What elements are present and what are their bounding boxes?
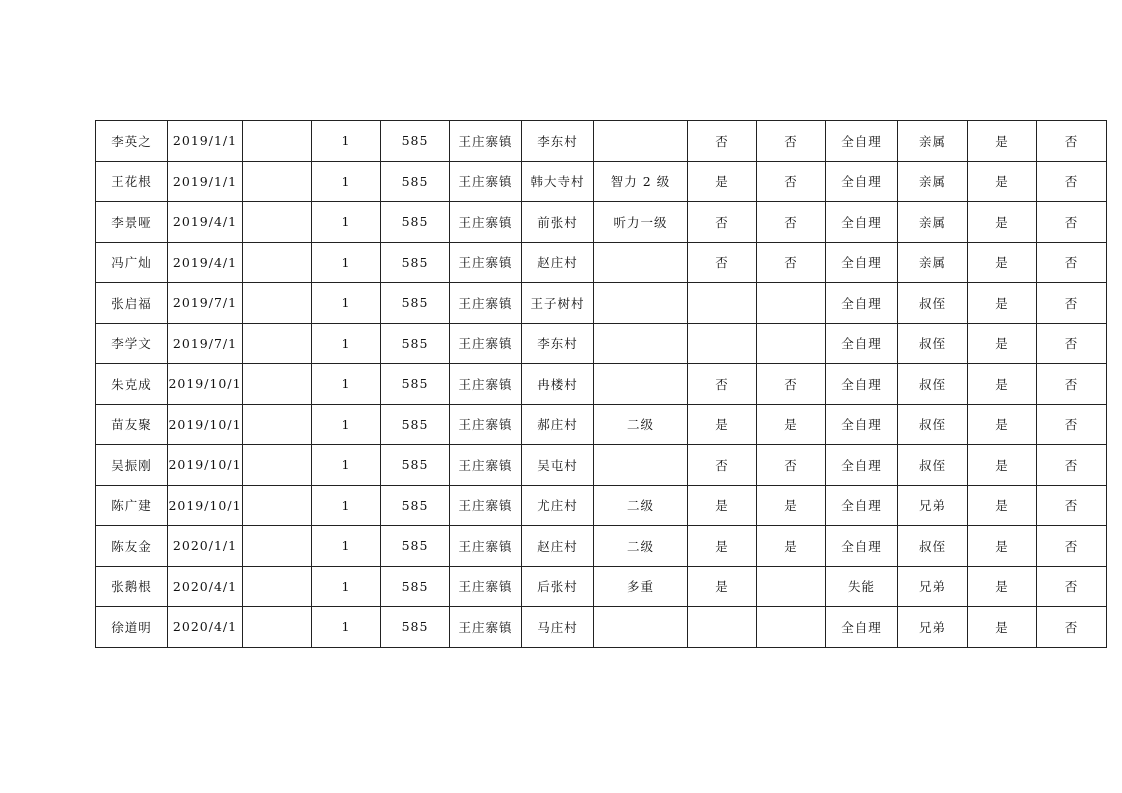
cell-town: 王庄寨镇 <box>450 202 522 243</box>
cell-date: 2019/10/1 <box>168 445 243 486</box>
cell-flag-c: 是 <box>968 404 1037 445</box>
table-row <box>96 445 1107 486</box>
table-row <box>96 121 1107 162</box>
cell-flag-a <box>688 283 757 324</box>
cell-self-care: 全自理 <box>826 283 898 324</box>
cell-name: 张启福 <box>96 283 168 324</box>
cell-flag-a <box>688 323 757 364</box>
cell-amount: 585 <box>381 161 450 202</box>
cell-blank <box>243 202 312 243</box>
cell-village: 尤庄村 <box>522 485 594 526</box>
cell-flag-b: 否 <box>757 242 826 283</box>
cell-date: 2019/10/1 <box>168 485 243 526</box>
cell-disability <box>594 607 688 648</box>
cell-flag-b: 否 <box>757 161 826 202</box>
cell-count: 1 <box>312 161 381 202</box>
cell-flag-b: 否 <box>757 445 826 486</box>
cell-village: 后张村 <box>522 566 594 607</box>
cell-self-care: 全自理 <box>826 121 898 162</box>
table-row <box>96 364 1107 405</box>
cell-date: 2019/4/1 <box>168 202 243 243</box>
cell-flag-a: 否 <box>688 445 757 486</box>
cell-town: 王庄寨镇 <box>450 161 522 202</box>
cell-village: 赵庄村 <box>522 526 594 567</box>
cell-date: 2019/4/1 <box>168 242 243 283</box>
cell-date: 2019/7/1 <box>168 323 243 364</box>
data-table <box>95 120 1107 648</box>
cell-name: 李景哑 <box>96 202 168 243</box>
cell-amount: 585 <box>381 364 450 405</box>
table-row <box>96 526 1107 567</box>
cell-flag-b: 否 <box>757 121 826 162</box>
cell-flag-b <box>757 607 826 648</box>
cell-flag-c: 是 <box>968 485 1037 526</box>
table-row <box>96 607 1107 648</box>
cell-flag-d: 否 <box>1037 202 1107 243</box>
cell-flag-c: 是 <box>968 566 1037 607</box>
cell-count: 1 <box>312 202 381 243</box>
cell-blank <box>243 607 312 648</box>
cell-name: 朱克成 <box>96 364 168 405</box>
cell-flag-b <box>757 323 826 364</box>
cell-amount: 585 <box>381 607 450 648</box>
cell-name: 张鹅根 <box>96 566 168 607</box>
cell-relation: 兄弟 <box>898 566 968 607</box>
cell-name: 吴振刚 <box>96 445 168 486</box>
cell-amount: 585 <box>381 283 450 324</box>
cell-amount: 585 <box>381 445 450 486</box>
cell-flag-b: 是 <box>757 404 826 445</box>
cell-disability <box>594 283 688 324</box>
cell-count: 1 <box>312 485 381 526</box>
cell-village: 韩大寺村 <box>522 161 594 202</box>
cell-relation: 兄弟 <box>898 607 968 648</box>
cell-date: 2020/4/1 <box>168 607 243 648</box>
cell-name: 王花根 <box>96 161 168 202</box>
cell-amount: 585 <box>381 323 450 364</box>
cell-flag-a: 是 <box>688 526 757 567</box>
cell-count: 1 <box>312 283 381 324</box>
cell-flag-a: 是 <box>688 404 757 445</box>
cell-blank <box>243 404 312 445</box>
cell-name: 陈广建 <box>96 485 168 526</box>
cell-amount: 585 <box>381 121 450 162</box>
cell-flag-b <box>757 566 826 607</box>
cell-flag-c: 是 <box>968 526 1037 567</box>
cell-disability <box>594 364 688 405</box>
cell-town: 王庄寨镇 <box>450 121 522 162</box>
cell-amount: 585 <box>381 526 450 567</box>
cell-relation: 叔侄 <box>898 323 968 364</box>
cell-village: 冉楼村 <box>522 364 594 405</box>
cell-flag-c: 是 <box>968 121 1037 162</box>
table-row <box>96 404 1107 445</box>
cell-relation: 亲属 <box>898 161 968 202</box>
cell-flag-d: 否 <box>1037 445 1107 486</box>
cell-self-care: 全自理 <box>826 323 898 364</box>
cell-flag-a: 否 <box>688 202 757 243</box>
cell-date: 2019/1/1 <box>168 121 243 162</box>
cell-village: 前张村 <box>522 202 594 243</box>
cell-name: 苗友聚 <box>96 404 168 445</box>
cell-blank <box>243 161 312 202</box>
cell-flag-d: 否 <box>1037 607 1107 648</box>
cell-flag-c: 是 <box>968 202 1037 243</box>
cell-disability: 二级 <box>594 404 688 445</box>
cell-amount: 585 <box>381 202 450 243</box>
cell-village: 王子树村 <box>522 283 594 324</box>
cell-town: 王庄寨镇 <box>450 445 522 486</box>
cell-flag-d: 否 <box>1037 526 1107 567</box>
cell-blank <box>243 242 312 283</box>
cell-town: 王庄寨镇 <box>450 566 522 607</box>
cell-count: 1 <box>312 607 381 648</box>
cell-flag-d: 否 <box>1037 242 1107 283</box>
cell-blank <box>243 566 312 607</box>
cell-disability: 二级 <box>594 526 688 567</box>
cell-relation: 叔侄 <box>898 283 968 324</box>
cell-amount: 585 <box>381 485 450 526</box>
cell-count: 1 <box>312 526 381 567</box>
cell-flag-c: 是 <box>968 445 1037 486</box>
cell-flag-b: 是 <box>757 485 826 526</box>
cell-village: 赵庄村 <box>522 242 594 283</box>
cell-flag-d: 否 <box>1037 566 1107 607</box>
cell-flag-a: 否 <box>688 364 757 405</box>
cell-name: 李学文 <box>96 323 168 364</box>
cell-self-care: 全自理 <box>826 607 898 648</box>
table-row <box>96 566 1107 607</box>
cell-blank <box>243 323 312 364</box>
cell-name: 李英之 <box>96 121 168 162</box>
cell-flag-b <box>757 283 826 324</box>
cell-relation: 亲属 <box>898 242 968 283</box>
table-row <box>96 283 1107 324</box>
cell-blank <box>243 526 312 567</box>
cell-disability <box>594 323 688 364</box>
cell-village: 郝庄村 <box>522 404 594 445</box>
cell-date: 2020/4/1 <box>168 566 243 607</box>
cell-count: 1 <box>312 242 381 283</box>
cell-town: 王庄寨镇 <box>450 485 522 526</box>
cell-disability: 听力一级 <box>594 202 688 243</box>
cell-self-care: 全自理 <box>826 364 898 405</box>
cell-date: 2020/1/1 <box>168 526 243 567</box>
cell-count: 1 <box>312 404 381 445</box>
cell-town: 王庄寨镇 <box>450 364 522 405</box>
cell-relation: 兄弟 <box>898 485 968 526</box>
cell-blank <box>243 121 312 162</box>
cell-relation: 叔侄 <box>898 526 968 567</box>
cell-flag-d: 否 <box>1037 364 1107 405</box>
cell-village: 李东村 <box>522 323 594 364</box>
cell-blank <box>243 485 312 526</box>
cell-self-care: 全自理 <box>826 445 898 486</box>
cell-town: 王庄寨镇 <box>450 323 522 364</box>
cell-self-care: 全自理 <box>826 161 898 202</box>
table-row <box>96 242 1107 283</box>
table-row <box>96 323 1107 364</box>
cell-town: 王庄寨镇 <box>450 242 522 283</box>
cell-town: 王庄寨镇 <box>450 607 522 648</box>
table-row <box>96 202 1107 243</box>
cell-flag-a: 是 <box>688 566 757 607</box>
cell-name: 徐道明 <box>96 607 168 648</box>
cell-count: 1 <box>312 566 381 607</box>
cell-name: 陈友金 <box>96 526 168 567</box>
cell-self-care: 全自理 <box>826 485 898 526</box>
cell-self-care: 全自理 <box>826 404 898 445</box>
cell-relation: 亲属 <box>898 121 968 162</box>
cell-disability: 智力 2 级 <box>594 161 688 202</box>
cell-village: 马庄村 <box>522 607 594 648</box>
cell-relation: 叔侄 <box>898 445 968 486</box>
cell-flag-c: 是 <box>968 283 1037 324</box>
cell-date: 2019/7/1 <box>168 283 243 324</box>
cell-town: 王庄寨镇 <box>450 404 522 445</box>
cell-flag-d: 否 <box>1037 161 1107 202</box>
cell-flag-b: 是 <box>757 526 826 567</box>
cell-relation: 叔侄 <box>898 364 968 405</box>
table-row <box>96 161 1107 202</box>
cell-flag-c: 是 <box>968 161 1037 202</box>
cell-flag-d: 否 <box>1037 485 1107 526</box>
cell-self-care: 全自理 <box>826 202 898 243</box>
cell-flag-d: 否 <box>1037 121 1107 162</box>
cell-flag-a: 否 <box>688 121 757 162</box>
cell-relation: 叔侄 <box>898 404 968 445</box>
cell-amount: 585 <box>381 566 450 607</box>
cell-name: 冯广灿 <box>96 242 168 283</box>
cell-date: 2019/1/1 <box>168 161 243 202</box>
cell-count: 1 <box>312 121 381 162</box>
cell-amount: 585 <box>381 242 450 283</box>
cell-disability <box>594 121 688 162</box>
cell-flag-c: 是 <box>968 323 1037 364</box>
cell-self-care: 全自理 <box>826 242 898 283</box>
cell-amount: 585 <box>381 404 450 445</box>
cell-flag-c: 是 <box>968 607 1037 648</box>
cell-relation: 亲属 <box>898 202 968 243</box>
cell-town: 王庄寨镇 <box>450 526 522 567</box>
cell-disability <box>594 445 688 486</box>
cell-disability: 多重 <box>594 566 688 607</box>
table-body <box>96 121 1107 648</box>
cell-town: 王庄寨镇 <box>450 283 522 324</box>
cell-flag-b: 否 <box>757 202 826 243</box>
cell-blank <box>243 283 312 324</box>
cell-date: 2019/10/1 <box>168 364 243 405</box>
cell-count: 1 <box>312 445 381 486</box>
table-row <box>96 485 1107 526</box>
cell-flag-a: 是 <box>688 485 757 526</box>
cell-self-care: 全自理 <box>826 526 898 567</box>
cell-village: 李东村 <box>522 121 594 162</box>
cell-flag-c: 是 <box>968 364 1037 405</box>
cell-disability: 二级 <box>594 485 688 526</box>
cell-flag-d: 否 <box>1037 404 1107 445</box>
cell-flag-a <box>688 607 757 648</box>
cell-count: 1 <box>312 364 381 405</box>
cell-village: 吴屯村 <box>522 445 594 486</box>
cell-flag-b: 否 <box>757 364 826 405</box>
cell-date: 2019/10/1 <box>168 404 243 445</box>
cell-blank <box>243 445 312 486</box>
cell-self-care: 失能 <box>826 566 898 607</box>
cell-flag-d: 否 <box>1037 323 1107 364</box>
cell-blank <box>243 364 312 405</box>
cell-flag-a: 是 <box>688 161 757 202</box>
cell-flag-c: 是 <box>968 242 1037 283</box>
cell-disability <box>594 242 688 283</box>
cell-flag-d: 否 <box>1037 283 1107 324</box>
cell-flag-a: 否 <box>688 242 757 283</box>
cell-count: 1 <box>312 323 381 364</box>
